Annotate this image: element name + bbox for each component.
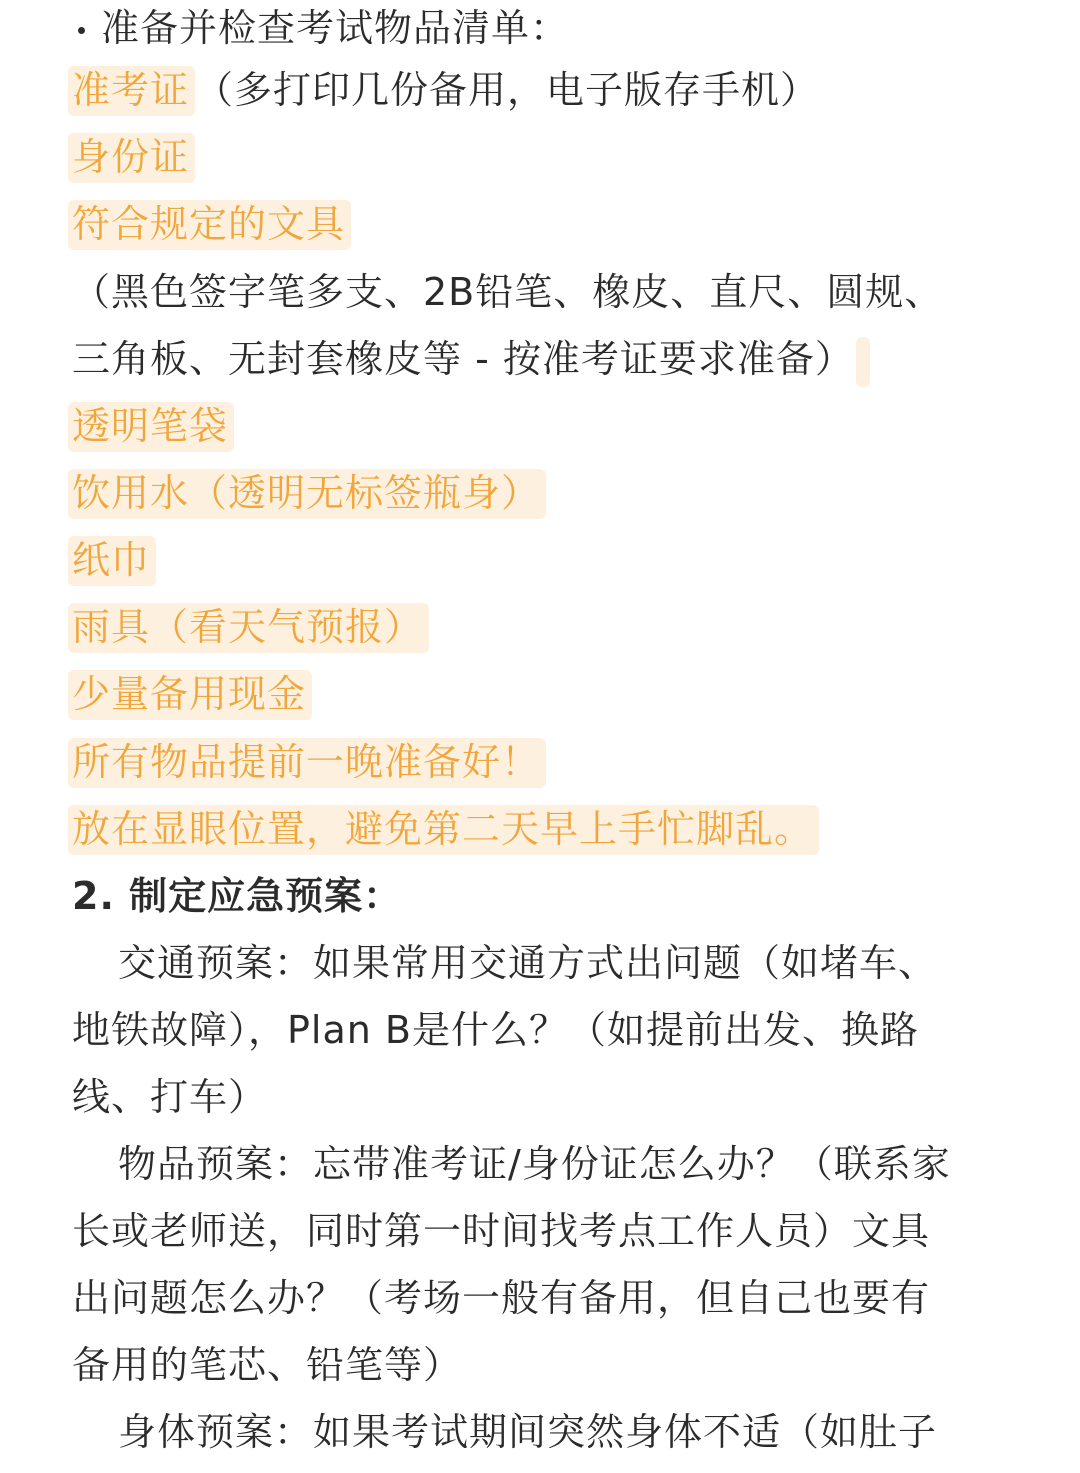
checklist-item-stationery	[72, 198, 351, 250]
highlight-note-1: 所有物品提前一晚准备好！	[68, 738, 546, 788]
items-plan-line-1: 物品预案：忘带准考证/身份证怎么办？（联系家	[118, 1142, 951, 1186]
checklist-note-prepare-night-before	[72, 736, 546, 788]
items-plan-line-4: 备用的笔芯、铅笔等）	[72, 1343, 463, 1387]
highlight-water: 饮用水（透明无标签瓶身）	[68, 469, 546, 519]
traffic-plan-line-1: 交通预案：如果常用交通方式出问题（如堵车、	[118, 941, 938, 985]
checklist-item-admission-ticket	[72, 64, 819, 116]
items-plan-line-2: 长或老师送，同时第一时间找考点工作人员）文具	[72, 1209, 931, 1253]
health-plan-line-1: 身体预案：如果考试期间突然身体不适（如肚子	[118, 1410, 938, 1454]
checklist-item-rain-gear	[72, 601, 429, 653]
bullet-dot-icon	[78, 27, 85, 34]
highlight-stationery: 符合规定的文具	[68, 200, 351, 250]
highlight-id-card: 身份证	[68, 133, 195, 183]
section2-heading: 2. 制定应急预案：	[72, 874, 403, 918]
checklist-item-water	[72, 467, 546, 519]
items-plan-line-3: 出问题怎么办？（考场一般有备用，但自己也要有	[72, 1276, 931, 1320]
checklist-note-visible-place	[72, 803, 819, 855]
highlight-pencil-case: 透明笔袋	[68, 402, 234, 452]
checklist-item-pencil-case	[72, 400, 234, 452]
checklist-item-cash	[72, 668, 312, 720]
checklist-heading-line	[72, 2, 569, 54]
highlight-admission-ticket: 准考证	[68, 66, 195, 116]
highlight-tissue: 纸巾	[68, 536, 156, 586]
checklist-item-id-card	[72, 131, 195, 183]
highlight-cash: 少量备用现金	[68, 670, 312, 720]
checklist-heading: 准备并检查考试物品清单：	[101, 6, 570, 50]
highlight-rain-gear: 雨具（看天气预报）	[68, 603, 429, 653]
admission-ticket-note: （多打印几份备用，电子版存手机）	[195, 68, 820, 112]
highlight-note-2: 放在显眼位置，避免第二天早上手忙脚乱。	[68, 805, 819, 855]
traffic-plan-line-2: 地铁故障），Plan B是什么？（如提前出发、换路	[72, 1008, 919, 1052]
traffic-plan-line-3: 线、打车）	[72, 1075, 268, 1119]
section2-heading-line	[72, 870, 402, 922]
stationery-detail-line-2: 三角板、无封套橡皮等 - 按准考证要求准备）	[72, 333, 870, 385]
highlight-tail	[856, 337, 870, 387]
stationery-detail-line-1: （黑色签字笔多支、2B铅笔、橡皮、直尺、圆规、	[72, 270, 944, 314]
checklist-item-tissue	[72, 534, 156, 586]
